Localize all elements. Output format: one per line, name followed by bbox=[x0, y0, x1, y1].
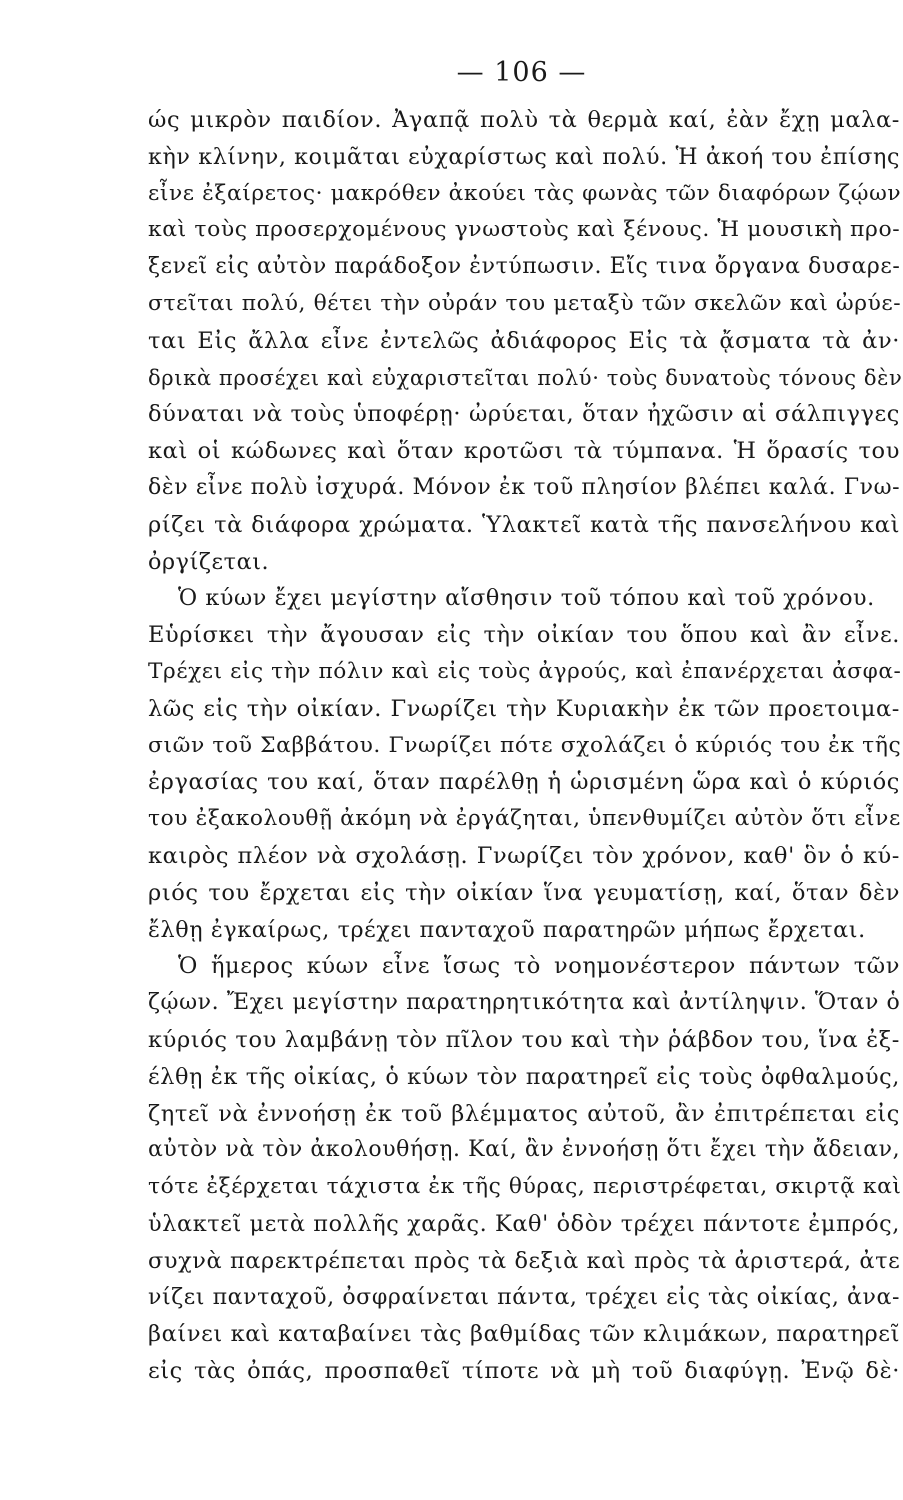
text-line: καιρὸς πλέον νὰ σχολάσῃ. Γνωρίζει τὸν χρόνον, καθ' ὃν ὁ κύ- bbox=[148, 842, 900, 869]
text-line: Ὁ κύων ἔχει μεγίστην αἴσθησιν τοῦ τόπου καὶ τοῦ χρόνου. bbox=[178, 585, 875, 612]
text-line: Εὑρίσκει τὴν ἄγουσαν εἰς τὴν οἰκίαν του ὅπου καὶ ἂν εἶνε. bbox=[148, 622, 900, 649]
text-line: ζῴων. Ἔχει μεγίστην παρατηρητικότητα καὶ ἀντίληψιν. Ὅταν ὁ bbox=[148, 990, 901, 1016]
text-line: κύριός του λαμβάνῃ τὸν πῖλον του καὶ τὴν ῥάβδον του, ἵνα ἐξ- bbox=[148, 1026, 900, 1053]
text-line: νίζει πανταχοῦ, ὀσφραίνεται πάντα, τρέχει εἰς τὰς οἰκίας, ἀνα- bbox=[148, 1284, 900, 1310]
text-line: ἔλθῃ ἐγκαίρως, τρέχει πανταχοῦ παρατηρῶν μήπως ἔρχεται. bbox=[148, 916, 866, 943]
text-line: καὶ οἱ κώδωνες καὶ ὅταν κροτῶσι τὰ τύμπανα. Ἡ ὅρασίς του bbox=[148, 438, 900, 465]
text-line: δὲν εἶνε πολὺ ἰσχυρά. Μόνον ἐκ τοῦ πλησίον βλέπει καλά. Γνω- bbox=[148, 474, 901, 500]
text-line: συχνὰ παρεκτρέπεται πρὸς τὰ δεξιὰ καὶ πρὸς τὰ ἀριστερά, ἀτε bbox=[148, 1247, 901, 1274]
text-line: Τρέχει εἰς τὴν πόλιν καὶ εἰς τοὺς ἀγρούς, καὶ ἐπανέρχεται ἀσφα- bbox=[148, 658, 902, 684]
text-line: τότε ἐξέρχεται τάχιστα ἐκ τῆς θύρας, περιστρέφεται, σκιρτᾷ καὶ bbox=[148, 1174, 902, 1200]
text-line: ζητεῖ νὰ ἐννοήσῃ ἐκ τοῦ βλέμματος αὐτοῦ, ἂν ἐπιτρέπεται εἰς bbox=[148, 1100, 900, 1127]
page-number: — 106 — bbox=[456, 57, 587, 88]
text-line: Ὁ ἥμερος κύων εἶνε ἴσως τὸ νοημονέστερον πάντων τῶν bbox=[178, 953, 900, 980]
text-line: ρίζει τὰ διάφορα χρώματα. Ὑλακτεῖ κατὰ τῆς πανσελήνου καὶ bbox=[148, 511, 900, 538]
text-line: ξενεῖ εἰς αὐτὸν παράδοξον ἐντύπωσιν. Εἴς τινα ὄργανα δυσαρε- bbox=[148, 254, 901, 280]
text-line: λῶς εἰς τὴν οἰκίαν. Γνωρίζει τὴν Κυριακὴν ἐκ τῶν προετοιμα- bbox=[148, 695, 900, 722]
body-text bbox=[148, 102, 903, 1390]
text-line: του ἐξακολουθῇ ἀκόμη νὰ ἐργάζηται, ὑπενθυμίζει αὐτὸν ὅτι εἶνε bbox=[148, 806, 901, 832]
text-line: στεῖται πολύ, θέτει τὴν οὐράν του μεταξὺ τῶν σκελῶν καὶ ὠρύε- bbox=[148, 290, 902, 316]
text-line: σιῶν τοῦ Σαββάτου. Γνωρίζει πότε σχολάζει ὁ κύριός του ἐκ τῆς bbox=[148, 732, 902, 758]
text-line: ὀργίζεται. bbox=[148, 548, 270, 575]
text-line: κὴν κλίνην, κοιμᾶται εὐχαρίστως καὶ πολύ. Ἡ ἀκοή του ἐπίσης bbox=[148, 143, 900, 170]
text-line: βαίνει καὶ καταβαίνει τὰς βαθμίδας τῶν κλιμάκων, παρατηρεῖ bbox=[148, 1321, 900, 1348]
text-line: καὶ τοὺς προσερχομένους γνωστοὺς καὶ ξένους. Ἡ μουσικὴ προ- bbox=[148, 217, 901, 243]
text-line: ριός του ἔρχεται εἰς τὴν οἰκίαν ἵνα γευματίσῃ, καί, ὅταν δὲν bbox=[148, 879, 900, 906]
text-line: δρικὰ προσέχει καὶ εὐχαριστεῖται πολύ· τοὺς δυνατοὺς τόνους δὲν bbox=[148, 364, 903, 390]
text-line: ὑλακτεῖ μετὰ πολλῆς χαρᾶς. Καθ' ὁδὸν τρέχει πάντοτε ἐμπρός, bbox=[148, 1210, 900, 1237]
text-line: ώς μικρὸν παιδίον. Ἀγαπᾷ πολὺ τὰ θερμὰ καί, ἐὰν ἔχῃ μαλα- bbox=[148, 107, 900, 133]
text-line: αὐτὸν νὰ τὸν ἀκολουθήσῃ. Καί, ἂν ἐννοήσῃ ὅτι ἔχει τὴν ἄδειαν, bbox=[148, 1137, 901, 1163]
text-line: εἶνε ἐξαίρετος· μακρόθεν ἀκούει τὰς φωνὰς τῶν διαφόρων ζῴων bbox=[148, 180, 902, 206]
text-line: ται Εἰς ἄλλα εἶνε ἐντελῶς ἀδιάφορος Εἰς τὰ ᾄσματα τὰ ἀν· bbox=[148, 327, 900, 354]
text-line: εἰς τὰς ὀπάς, προσπαθεῖ τίποτε νὰ μὴ τοῦ διαφύγῃ. Ἐνῷ δὲ· bbox=[148, 1358, 900, 1385]
text-line: δύναται νὰ τοὺς ὑποφέρῃ· ὠρύεται, ὅταν ἠχῶσιν αἱ σάλπιγγες bbox=[148, 401, 900, 428]
text-line: ἐργασίας του καί, ὅταν παρέλθῃ ἡ ὡρισμένη ὥρα καὶ ὁ κύριός bbox=[148, 769, 900, 796]
text-line: έλθῃ ἐκ τῆς οἰκίας, ὁ κύων τὸν παρατηρεῖ εἰς τοὺς ὀφθαλμούς, bbox=[148, 1063, 900, 1090]
